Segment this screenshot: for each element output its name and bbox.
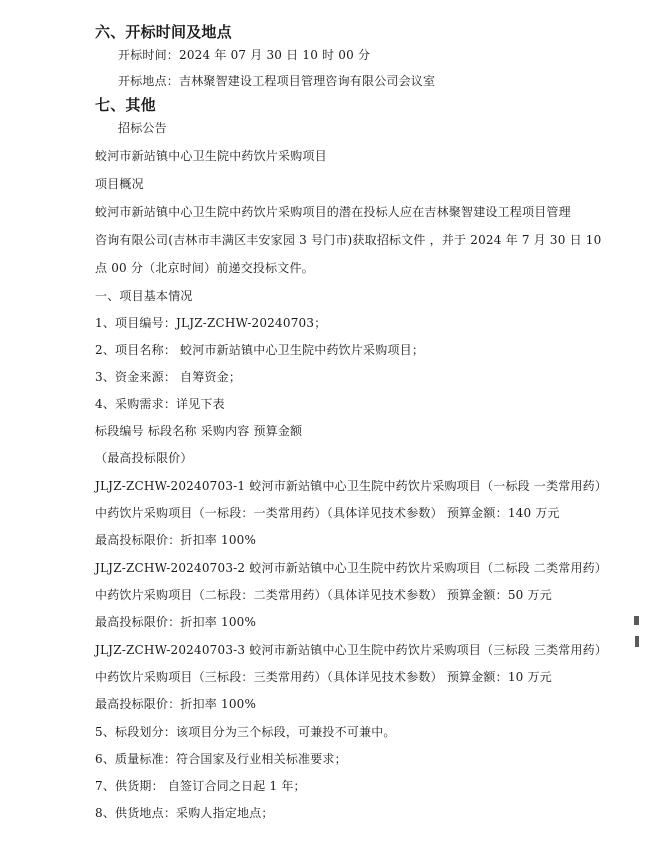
project-title: 蛟河市新站镇中心卫生院中药饮片采购项目 (95, 149, 327, 163)
lot-1-line-3: 最高投标限价：折扣率 100% (95, 533, 257, 547)
overview-line-2: 咨询有限公司(吉林市丰满区丰安家园 3 号门市)获取招标文件 ，并于 2024 年 7 月 30 日 10 (95, 233, 602, 247)
bid-opening-place: 开标地点：吉林聚智建设工程项目管理咨询有限公司会议室 (118, 74, 436, 88)
lot-1-line-1: JLJZ-ZCHW-20240703-1 蛟河市新站镇中心卫生院中药饮片采购项目（一标段 一类常用药） (95, 479, 608, 493)
overview-label: 项目概况 (95, 177, 144, 191)
item-3-funding: 3、资金来源： 自筹资金； (95, 370, 242, 384)
scan-mark (634, 616, 639, 625)
item-7-supply-period: 7、供货期： 自签订合同之日起 1 年； (95, 779, 306, 793)
table-header-2: （最高投标限价） (95, 451, 193, 465)
item-2-project-name: 2、项目名称： 蛟河市新站镇中心卫生院中药饮片采购项目； (95, 343, 425, 357)
overview-line-3: 点 00 分（北京时间）前递交投标文件。 (95, 261, 314, 275)
lot-1-line-2: 中药饮片采购项目（一标段：一类常用药）（具体详见技术参数） 预算金额：140 万元 (95, 506, 560, 520)
section-6-heading: 六、开标时间及地点 (95, 23, 232, 41)
lot-3-line-3: 最高投标限价：折扣率 100% (95, 697, 257, 711)
section-7-heading: 七、其他 (95, 96, 156, 114)
bid-opening-time: 开标时间：2024 年 07 月 30 日 10 时 00 分 (118, 48, 371, 62)
item-4-requirements: 4、采购需求：详见下表 (95, 397, 225, 411)
notice-label: 招标公告 (118, 121, 167, 135)
item-8-supply-place: 8、供货地点：采购人指定地点； (95, 806, 274, 820)
lot-3-line-1: JLJZ-ZCHW-20240703-3 蛟河市新站镇中心卫生院中药饮片采购项目（三标段 三类常用药） (95, 643, 608, 657)
scan-mark (635, 636, 639, 647)
lot-2-line-2: 中药饮片采购项目（二标段：二类常用药）（具体详见技术参数） 预算金额：50 万元 (95, 588, 552, 602)
lot-3-line-2: 中药饮片采购项目（三标段：三类常用药）（具体详见技术参数） 预算金额：10 万元 (95, 670, 552, 684)
item-5-lot-division: 5、标段划分：该项目分为三个标段，可兼投不可兼中。 (95, 725, 396, 739)
overview-line-1: 蛟河市新站镇中心卫生院中药饮片采购项目的潜在投标人应在吉林聚智建设工程项目管理 (95, 205, 571, 219)
lot-2-line-1: JLJZ-ZCHW-20240703-2 蛟河市新站镇中心卫生院中药饮片采购项目（二标段 二类常用药） (95, 561, 608, 575)
lot-2-line-3: 最高投标限价：折扣率 100% (95, 615, 257, 629)
table-header: 标段编号 标段名称 采购内容 预算金额 (95, 424, 303, 438)
item-1-project-number: 1、项目编号：JLJZ-ZCHW-20240703； (95, 316, 327, 330)
basic-info-heading: 一、项目基本情况 (95, 289, 193, 303)
item-6-quality: 6、质量标准：符合国家及行业相关标准要求； (95, 752, 347, 766)
